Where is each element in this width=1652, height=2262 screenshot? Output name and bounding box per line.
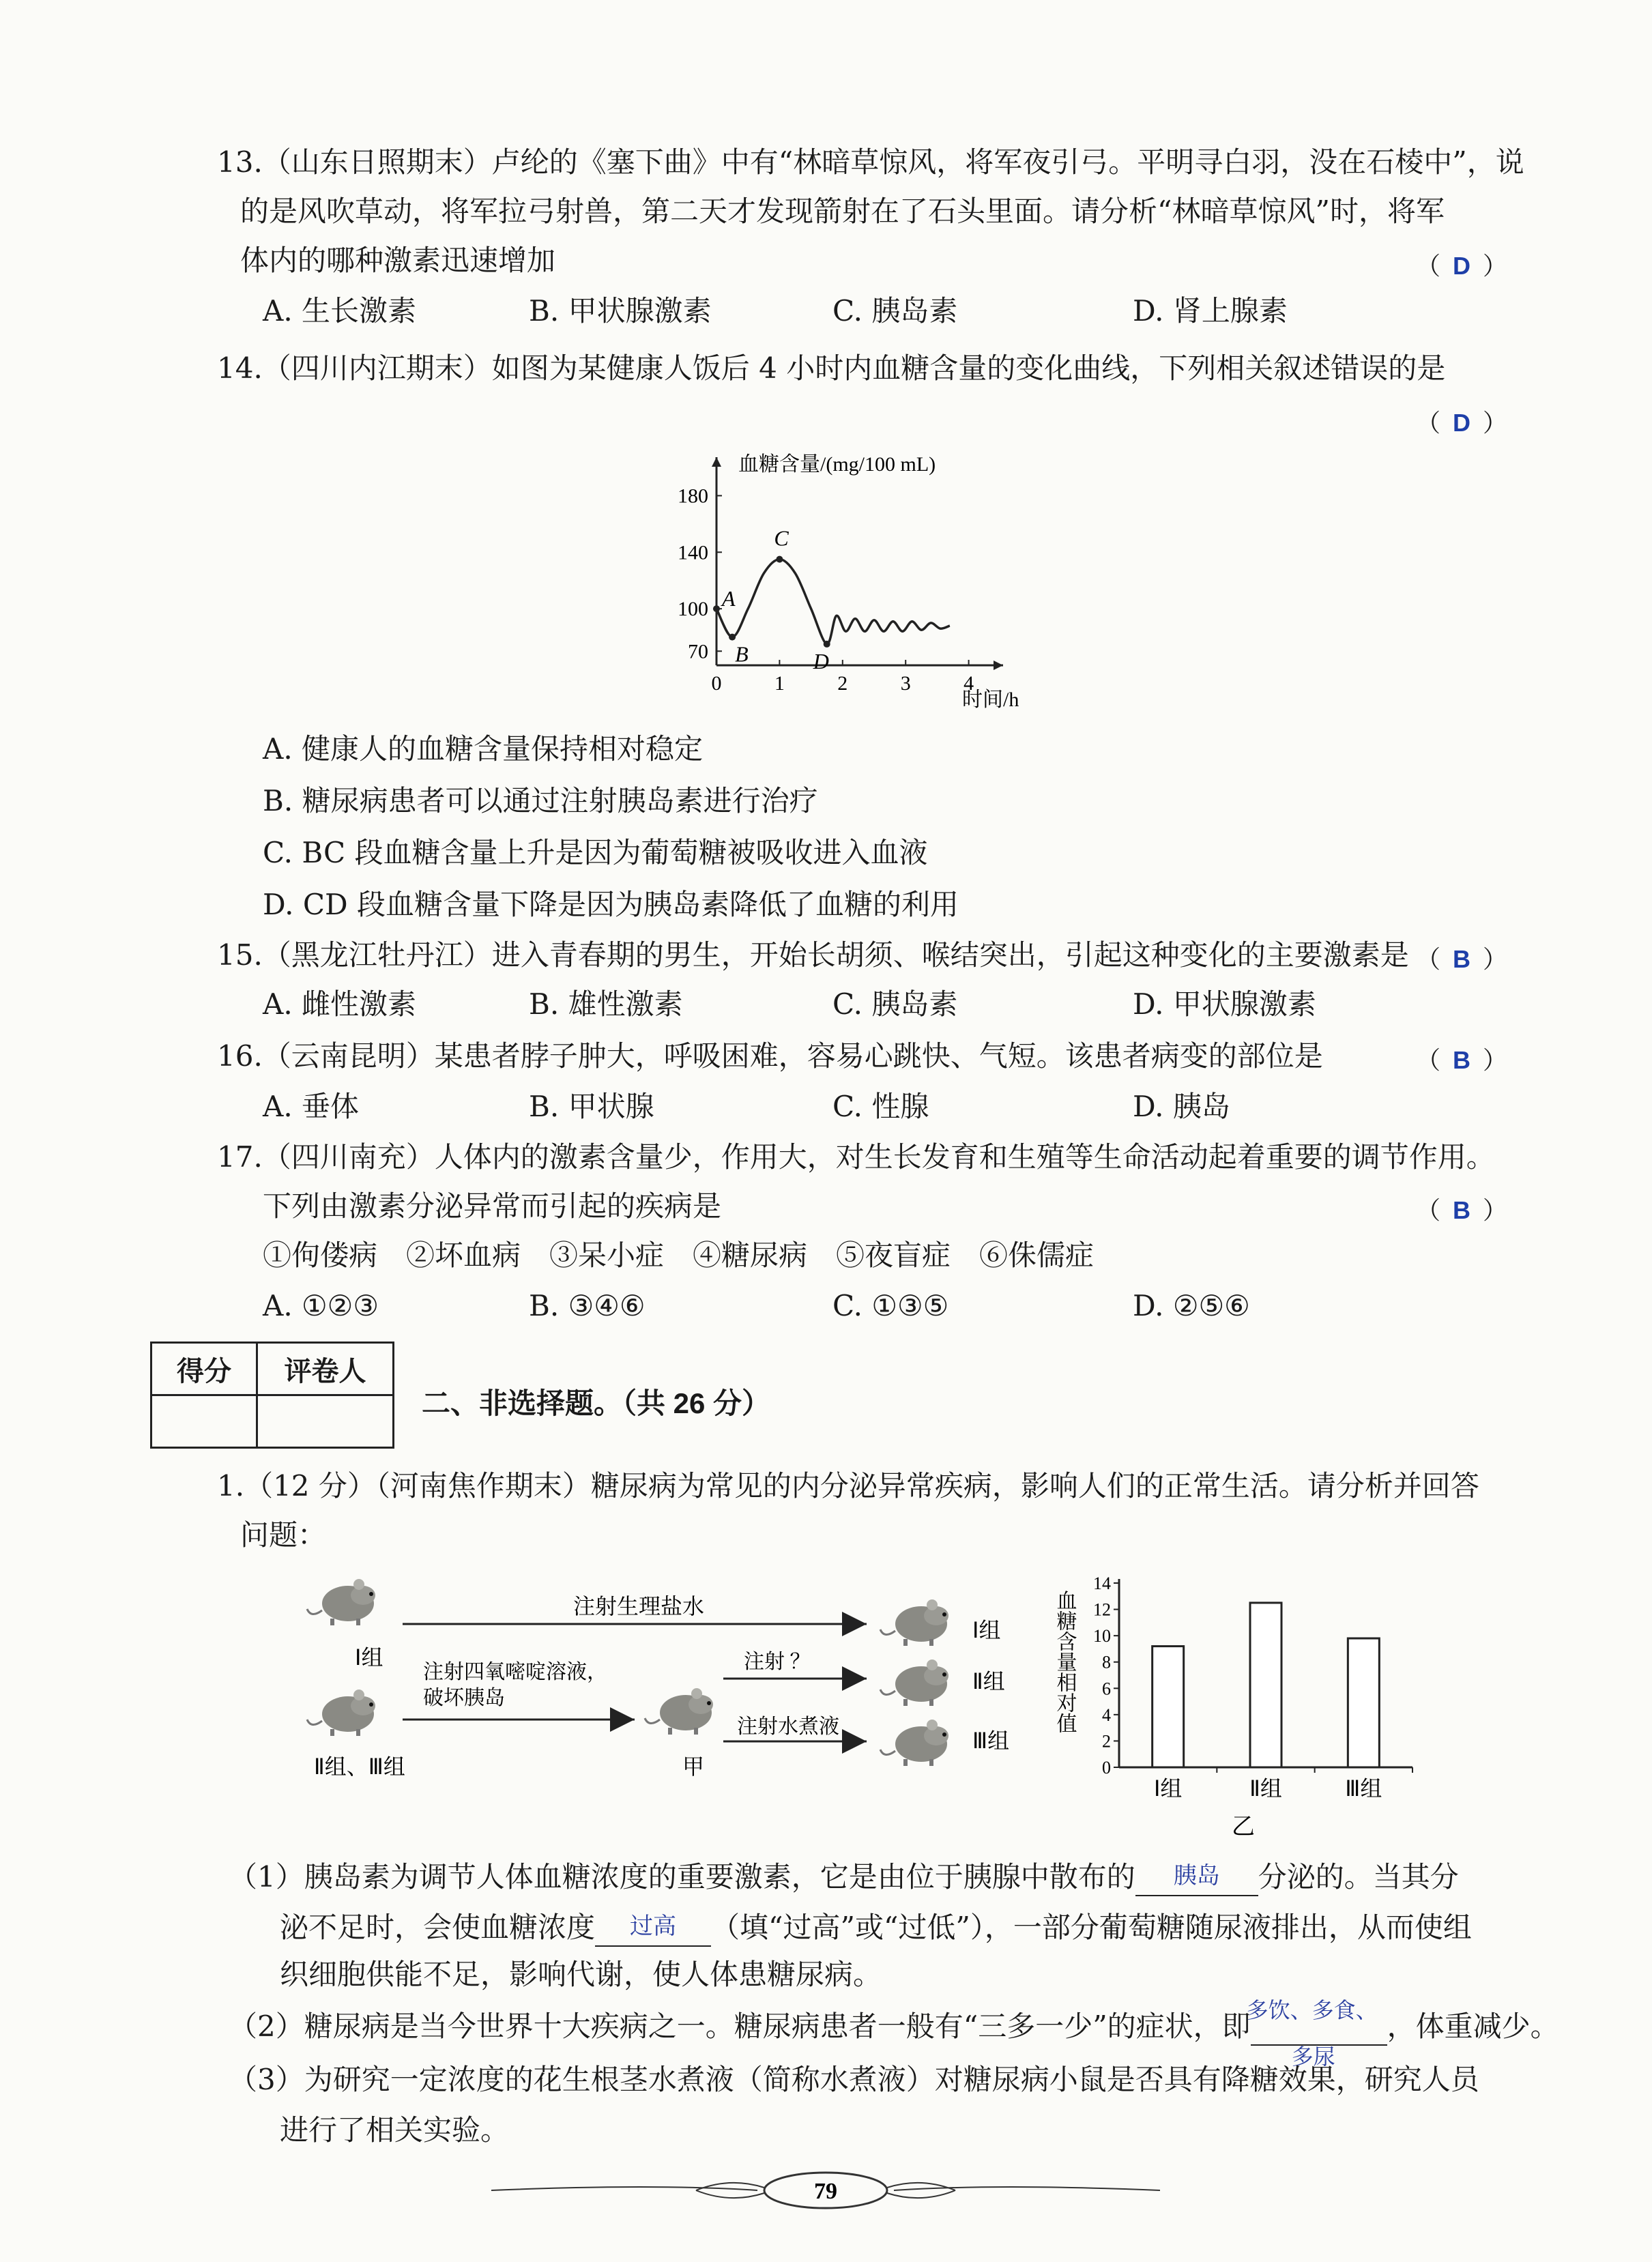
chart-y-tick-label: 180 (678, 484, 708, 508)
diagram-alloxan-line1: 注射四氧嘧啶溶液， (423, 1661, 607, 1683)
score-box (150, 1342, 394, 1449)
q15-option-c: C. 胰岛素 (832, 987, 958, 1021)
q13-option-c: C. 胰岛素 (832, 294, 958, 328)
mouse-group3-end-icon (880, 1720, 948, 1766)
q15-option-d: D. 甲状腺激素 (1133, 987, 1316, 1021)
experiment-diagram (300, 1569, 1051, 1815)
nq1-sub2-answer: 多饮、多食、 (1246, 1998, 1378, 2022)
chart-x-tick-label: 3 (900, 672, 911, 695)
nq1-sub1-answer1: 胰岛 (1173, 1863, 1220, 1889)
nq1-sub1-text-d: （填“过高”或“过低”），一部分葡萄糖随尿液排出，从而使组 (711, 1911, 1472, 1944)
blood-sugar-chart (655, 444, 1092, 716)
q13-answer-paren: （ D ） (1416, 252, 1508, 280)
chart-y-label: 血糖含量/(mg/100 mL) (738, 453, 936, 476)
chart-x-axis-arrow (994, 661, 1003, 670)
q16-option-d: D. 胰岛 (1133, 1090, 1230, 1123)
diagram-out-group2: Ⅱ组 (972, 1669, 1005, 1694)
nq1-sub2-answer2: 多尿 (1291, 2044, 1335, 2069)
chart-point-a (713, 605, 720, 612)
bar-chart-category-label: Ⅰ组 (1153, 1776, 1183, 1801)
bar-chart-yi (1051, 1563, 1433, 1842)
bar-chart-title: 乙 (1232, 1814, 1255, 1840)
bar-chart-y-tick-label: 12 (1093, 1599, 1111, 1620)
nq1-line2: 问题： (240, 1518, 327, 1552)
mouse-jia-icon (645, 1688, 713, 1735)
section-2-title: 二、非选择题。（共 26 分） (422, 1387, 771, 1419)
score-box-grader-cell[interactable] (257, 1395, 394, 1448)
q16-answer: B (1453, 1046, 1471, 1074)
bar-chart-y-tick-label: 4 (1102, 1705, 1111, 1725)
chart-point-label-b: B (735, 641, 749, 667)
q16-line1: 16.（云南昆明）某患者脖子肿大，呼吸困难，容易心跳快、气短。该患者病变的部位是 (217, 1039, 1323, 1073)
bar-chart-y-tick-label: 10 (1093, 1626, 1111, 1647)
q17-option-a: A. ①②③ (263, 1289, 379, 1322)
page-number: 79 (814, 2179, 837, 2204)
q14-answer: D (1453, 409, 1471, 437)
nq1-sub3-line1: （3）为研究一定浓度的花生根茎水煮液（简称水煮液）对糖尿病小鼠是否具有降糖效果，研究人员 (229, 2063, 1479, 2096)
mouse-group2-end-icon (880, 1659, 948, 1706)
chart-y-tick-label: 140 (678, 541, 708, 564)
nq1-sub2-line (229, 1998, 1559, 2069)
chart-point-c (776, 556, 783, 563)
q17-answer: B (1453, 1196, 1471, 1224)
q13-option-a: A. 生长激素 (263, 294, 417, 328)
nq1-sub2-text-b: ，体重减少。 (1387, 2010, 1559, 2043)
blood-sugar-curve (716, 560, 950, 644)
nq1-sub2-blank[interactable] (1246, 1998, 1387, 2069)
chart-y-tick-label: 70 (688, 640, 708, 663)
nq1-sub1-blank2[interactable] (595, 1905, 711, 1947)
q15-option-a: A. 雌性激素 (263, 987, 417, 1021)
bar-chart-y-tick-label: 8 (1102, 1652, 1111, 1672)
bar-1 (1153, 1647, 1184, 1767)
diagram-group23-label: Ⅱ组、Ⅲ组 (314, 1754, 405, 1779)
q16-option-a: A. 垂体 (263, 1090, 360, 1123)
score-box-score-cell[interactable] (151, 1395, 257, 1448)
q14-answer-paren: （ D ） (1416, 409, 1508, 437)
chart-x-tick-label: 1 (774, 672, 785, 695)
bar-chart-y-tick-label: 14 (1093, 1574, 1111, 1593)
q17-line2: 下列由激素分泌异常而引起的疾病是 (263, 1189, 722, 1223)
q14-option-b: B. 糖尿病患者可以通过注射胰岛素进行治疗 (263, 784, 818, 817)
bar-3 (1348, 1638, 1379, 1767)
q17-items: ①佝偻病 ②坏血病 ③呆小症 ④糖尿病 ⑤夜盲症 ⑥侏儒症 (263, 1238, 1095, 1272)
score-box-header-score: 得分 (151, 1343, 257, 1395)
nq1-sub2-text-a: （2）糖尿病是当今世界十大疾病之一。糖尿病患者一般有“三多一少”的症状，即 (229, 2010, 1251, 2043)
q15-line1: 15.（黑龙江牡丹江）进入青春期的男生，开始长胡须、喉结突出，引起这种变化的主要激素是 (217, 938, 1409, 972)
chart-x-tick-label: 2 (837, 672, 848, 695)
q16-option-c: C. 性腺 (832, 1090, 929, 1123)
chart-point-d (824, 641, 830, 648)
diagram-alloxan-line2: 破坏胰岛 (423, 1687, 505, 1709)
chart-point-label-a: A (722, 586, 736, 611)
q13-line3: 体内的哪种激素迅速增加 (240, 244, 556, 277)
chart-y-axis-arrow (712, 457, 721, 467)
diagram-inject-unknown-label: 注射 ？ (744, 1651, 811, 1673)
q14-line1: 14.（四川内江期末）如图为某健康人饭后 4 小时内血糖含量的变化曲线，下列相关叙述错误的是 (217, 351, 1446, 385)
q15-option-b: B. 雄性激素 (529, 987, 683, 1021)
q17-option-d: D. ②⑤⑥ (1133, 1289, 1250, 1322)
mouse-group1-start-icon (307, 1579, 375, 1625)
chart-axes (712, 457, 1003, 670)
nq1-sub1-line1 (229, 1855, 1459, 1896)
q15-answer-paren: （ B ） (1416, 945, 1508, 974)
diagram-saline-label: 注射生理盐水 (573, 1594, 705, 1619)
nq1-line1: 1.（12 分）（河南焦作期末）糖尿病为常见的内分泌异常疾病，影响人们的正常生活。请分析并回答 (217, 1469, 1479, 1503)
nq1-sub1-answer2: 过高 (630, 1913, 677, 1939)
q13-line1: 13.（山东日照期末）卢纶的《塞下曲》中有“林暗草惊风，将军夜引弓。平明寻白羽，没在石棱中”，说 (217, 145, 1524, 179)
bar-chart-y-tick-label: 2 (1102, 1731, 1111, 1752)
nq1-sub1-line3: 织细胞供能不足，影响代谢，使人体患糖尿病。 (280, 1958, 882, 1991)
bar-chart-y-tick-label: 0 (1102, 1758, 1111, 1778)
nq1-sub1-blank1[interactable] (1135, 1855, 1258, 1896)
q13-answer: D (1453, 252, 1471, 280)
diagram-group1-label: Ⅰ组 (355, 1645, 383, 1670)
q14-option-c: C. BC 段血糖含量上升是因为葡萄糖被吸收进入血液 (263, 836, 928, 869)
q15-answer: B (1453, 945, 1471, 973)
bar-chart-category-label: Ⅱ组 (1249, 1776, 1282, 1801)
q13-option-d: D. 肾上腺素 (1133, 294, 1288, 328)
q16-option-b: B. 甲状腺 (529, 1090, 654, 1123)
chart-point-label-c: C (774, 525, 789, 551)
nq1-sub1-line2 (280, 1905, 1472, 1947)
mouse-group1-end-icon (880, 1599, 948, 1646)
q16-answer-paren: （ B ） (1416, 1046, 1508, 1075)
bar-2 (1250, 1603, 1281, 1767)
chart-x-tick-label: 0 (711, 672, 722, 695)
q14-option-d: D. CD 段血糖含量下降是因为胰岛素降低了血糖的利用 (263, 888, 959, 921)
q14-option-a: A. 健康人的血糖含量保持相对稳定 (263, 732, 704, 766)
diagram-inject-decoction-label: 注射水煮液 (737, 1715, 839, 1738)
nq1-sub3-line2: 进行了相关实验。 (280, 2113, 510, 2147)
q17-line1: 17.（四川南充）人体内的激素含量少，作用大，对生长发育和生殖等生命活动起着重要的调节作用。 (217, 1140, 1495, 1174)
nq1-sub1-text-c: 泌不足时，会使血糖浓度 (280, 1911, 596, 1944)
q17-option-b: B. ③④⑥ (529, 1289, 646, 1322)
bar-chart-category-label: Ⅲ组 (1345, 1776, 1382, 1801)
footer-ornament (491, 2163, 1160, 2218)
chart-point-b (729, 634, 736, 641)
nq1-sub1-text-a: （1）胰岛素为调节人体血糖浓度的重要激素，它是由位于胰腺中散布的 (229, 1860, 1135, 1894)
q13-line2: 的是风吹草动，将军拉弓射兽，第二天才发现箭射在了石头里面。请分析“林暗草惊风”时，将军 (240, 194, 1445, 228)
chart-x-tick-label: 4 (963, 672, 974, 695)
q13-option-b: B. 甲状腺激素 (529, 294, 712, 328)
diagram-out-group3: Ⅲ组 (972, 1728, 1010, 1753)
diagram-jia-label: 甲 (682, 1754, 705, 1779)
chart-x-label: 时间/h (962, 688, 1019, 711)
chart-point-label-d: D (813, 648, 829, 673)
diagram-out-group1: Ⅰ组 (972, 1618, 1001, 1642)
chart-y-tick-label: 100 (678, 598, 708, 621)
score-box-header-grader: 评卷人 (257, 1343, 394, 1395)
bar-chart-y-label: 血糖含量相对值 (1053, 1590, 1076, 1733)
q17-answer-paren: （ B ） (1416, 1196, 1508, 1225)
q17-option-c: C. ①③⑤ (832, 1289, 949, 1322)
bar-chart-y-tick-label: 6 (1102, 1679, 1111, 1699)
mouse-group23-start-icon (307, 1690, 375, 1736)
nq1-sub1-text-b: 分泌的。当其分 (1258, 1860, 1459, 1894)
